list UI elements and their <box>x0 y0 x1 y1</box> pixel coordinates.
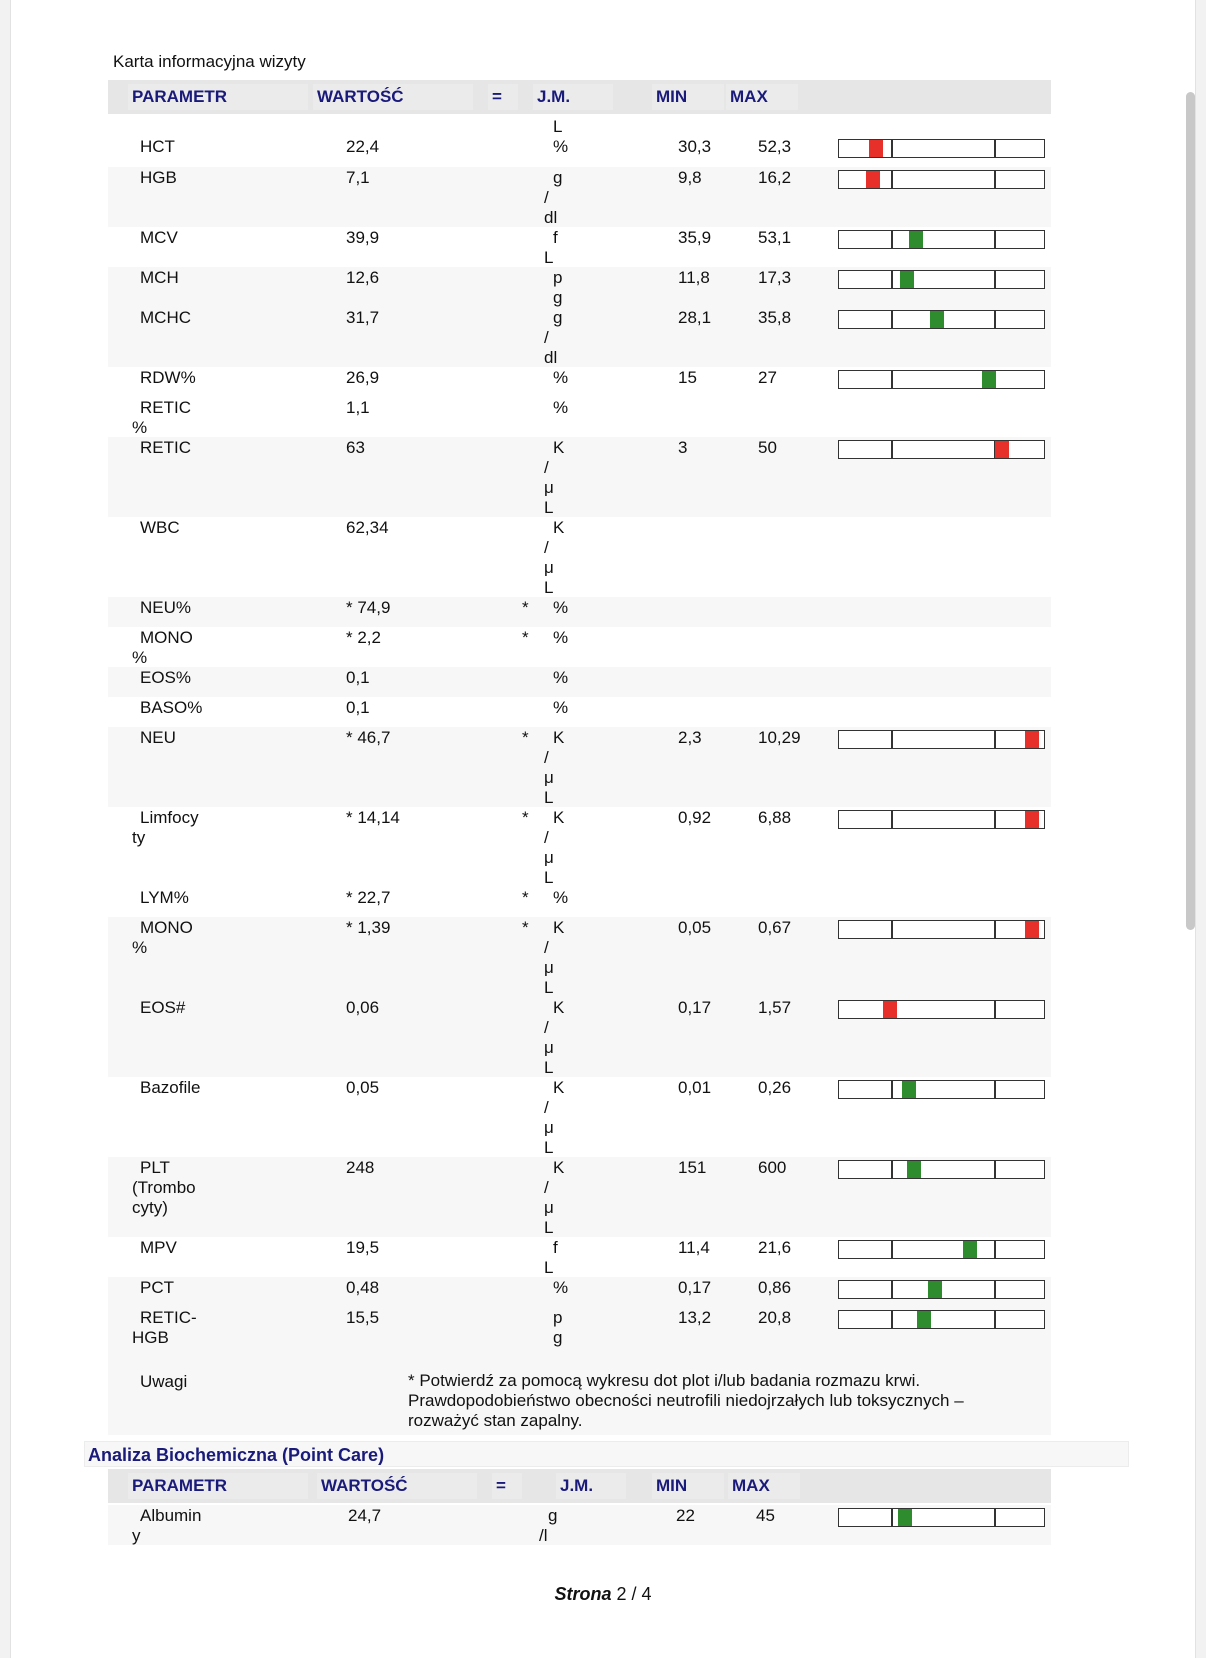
range-bar <box>838 1160 1045 1179</box>
param-name: RDW% <box>140 368 196 387</box>
range-divider-low <box>891 731 893 748</box>
min-value: 30,3 <box>678 137 712 156</box>
table-row <box>108 887 1051 917</box>
unit <box>544 438 583 518</box>
max-value: 0,86 <box>758 1278 792 1297</box>
unit-part: % <box>553 398 569 417</box>
table-row <box>108 367 1051 397</box>
unit-part: μ <box>544 558 554 577</box>
unit-part: L <box>544 248 554 267</box>
max-value: 600 <box>758 1158 787 1177</box>
header-min: MIN <box>652 84 724 110</box>
param-value: * 2,2 <box>346 628 381 647</box>
header2-max: MAX <box>728 1473 800 1499</box>
min-value: 11,4 <box>678 1238 710 1257</box>
param-name: Albumin y <box>132 1506 202 1545</box>
param-name: MONO % <box>132 628 193 667</box>
table-row <box>108 1237 1051 1277</box>
min-value: 15 <box>678 368 697 387</box>
param-name: RETIC <box>140 438 191 457</box>
unit-part: L <box>544 498 554 517</box>
unit <box>553 137 583 157</box>
table-row <box>108 397 1051 437</box>
param-name: Bazofile <box>140 1078 201 1097</box>
in-range-marker <box>982 371 996 388</box>
header2-unit: J.M. <box>556 1473 626 1499</box>
unit-part: % <box>553 137 569 156</box>
out-of-range-marker <box>866 171 880 188</box>
range-divider-high <box>994 1241 996 1258</box>
in-range-marker <box>898 1509 912 1526</box>
unit-part: p <box>553 268 563 287</box>
table-row <box>108 1277 1051 1307</box>
unit-part: μ <box>544 1118 554 1137</box>
min-value: 22 <box>676 1506 695 1525</box>
range-divider-low <box>891 171 893 188</box>
unit-part: K <box>553 918 565 937</box>
param-name: MPV <box>140 1238 177 1257</box>
unit-part: / <box>544 458 549 477</box>
unit-part: / <box>544 328 549 347</box>
table-row <box>108 136 1051 166</box>
header-max: MAX <box>726 84 798 110</box>
in-range-marker <box>917 1311 931 1328</box>
notes-text: * Potwierdź za pomocą wykresu dot plot i/lub badania rozmazu krwi. Prawdopodobieństwo obecności neutrofili niedojrzałych lub toksycznych – rozważyć stan zapalny. <box>408 1371 964 1430</box>
range-divider-high <box>994 171 996 188</box>
document-title: Karta informacyjna wizyty <box>113 52 306 71</box>
unit-part: g <box>553 308 563 327</box>
unit <box>553 628 583 648</box>
max-value: 6,88 <box>758 808 792 827</box>
param-name: HGB <box>140 168 177 187</box>
param-value: 24,7 <box>348 1506 382 1525</box>
table-row <box>108 1505 1051 1545</box>
range-bar <box>838 1280 1045 1299</box>
param-value: * 74,9 <box>346 598 391 617</box>
table-row <box>108 1157 1051 1237</box>
param-value: * 46,7 <box>346 728 391 747</box>
in-range-marker <box>930 311 944 328</box>
header-flag: = <box>488 84 518 110</box>
range-bar <box>838 1310 1045 1329</box>
unit-part: L <box>544 978 554 997</box>
unit-part: L <box>544 578 554 597</box>
unit-part: g <box>553 168 563 187</box>
table-row <box>108 437 1051 517</box>
range-divider-low <box>891 1311 893 1328</box>
unit <box>553 698 583 718</box>
range-bar <box>838 1508 1045 1527</box>
param-value: 63 <box>346 438 365 457</box>
param-name: WBC <box>140 518 180 537</box>
range-divider-high <box>994 311 996 328</box>
range-divider-high <box>994 1509 996 1526</box>
max-value: 16,2 <box>758 168 792 187</box>
param-value: 62,34 <box>346 518 389 537</box>
param-name: MCHC <box>140 308 191 327</box>
unit <box>544 1158 583 1238</box>
param-name: MCH <box>140 268 179 287</box>
in-range-marker <box>963 1241 977 1258</box>
unit <box>553 598 583 618</box>
unit-part: % <box>553 668 569 687</box>
range-bar <box>838 810 1045 829</box>
unit-part: μ <box>544 1038 554 1057</box>
unit-part: / <box>544 1098 549 1117</box>
range-bar <box>838 370 1045 389</box>
unit <box>544 308 583 368</box>
min-value: 2,3 <box>678 728 702 747</box>
param-value: * 1,39 <box>346 918 391 937</box>
range-divider-low <box>891 231 893 248</box>
param-name: MONO % <box>132 918 193 957</box>
header-unit: J.M. <box>533 84 613 110</box>
max-value: 0,67 <box>758 918 792 937</box>
unit-part: /l <box>539 1526 548 1545</box>
unit-part: % <box>553 1278 569 1297</box>
range-divider-low <box>891 1509 893 1526</box>
param-name: PLT (Trombo cyty) <box>132 1158 196 1217</box>
param-name: MCV <box>140 228 178 247</box>
min-value: 11,8 <box>678 268 710 287</box>
header2-min: MIN <box>652 1473 724 1499</box>
param-name: HCT <box>140 137 175 156</box>
unit-part: / <box>544 188 549 207</box>
range-divider-low <box>891 441 893 458</box>
table-row <box>108 267 1051 307</box>
range-divider-low <box>891 311 893 328</box>
vertical-scrollbar[interactable] <box>1186 92 1195 930</box>
out-of-range-marker <box>1025 811 1039 828</box>
unit-part: dl <box>544 348 558 367</box>
unit <box>544 918 583 998</box>
range-divider-high <box>994 140 996 157</box>
range-divider-high <box>994 731 996 748</box>
unit-part: / <box>544 1178 549 1197</box>
max-value: 35,8 <box>758 308 792 327</box>
min-value: 151 <box>678 1158 707 1177</box>
range-divider-high <box>994 231 996 248</box>
unit <box>544 1078 583 1158</box>
unit-part: μ <box>544 768 554 787</box>
param-name: NEU% <box>140 598 192 617</box>
min-value: 9,8 <box>678 168 702 187</box>
table-row <box>108 997 1051 1077</box>
range-divider-high <box>994 1001 996 1018</box>
param-value: 26,9 <box>346 368 380 387</box>
max-value: 1,57 <box>758 998 792 1017</box>
param-value: 1,1 <box>346 398 370 417</box>
max-value: 50 <box>758 438 777 457</box>
min-value: 0,92 <box>678 808 712 827</box>
param-value: 39,9 <box>346 228 380 247</box>
unit-part: g <box>553 1328 563 1347</box>
param-name: EOS% <box>140 668 192 687</box>
unit-part: % <box>553 368 569 387</box>
section-title-biochemistry: Analiza Biochemiczna (Point Care) <box>84 1441 1129 1467</box>
table-row <box>108 167 1051 227</box>
table-row <box>108 727 1051 807</box>
out-of-range-marker <box>995 441 1009 458</box>
param-name: RETIC- HGB <box>132 1308 197 1347</box>
unit-part: K <box>553 998 565 1017</box>
range-divider-low <box>891 1161 893 1178</box>
unit-part: / <box>544 828 549 847</box>
param-value: 19,5 <box>346 1238 380 1257</box>
flag-marker: * <box>522 628 529 647</box>
param-value: 7,1 <box>346 168 370 187</box>
min-value: 13,2 <box>678 1308 712 1327</box>
unit-part: / <box>544 538 549 557</box>
unit <box>553 888 583 908</box>
unit-part: K <box>553 808 565 827</box>
param-value: 0,1 <box>346 698 370 717</box>
unit-part: g <box>553 288 563 307</box>
min-value: 0,17 <box>678 998 712 1017</box>
unit-part: K <box>553 518 565 537</box>
range-bar <box>838 1000 1045 1019</box>
unit-part: μ <box>544 1198 554 1217</box>
header2-flag: = <box>492 1473 522 1499</box>
max-value: 20,8 <box>758 1308 792 1327</box>
unit-part: L <box>544 1058 554 1077</box>
param-name: BASO% <box>140 698 203 717</box>
out-of-range-marker <box>1025 731 1039 748</box>
out-of-range-marker <box>883 1001 897 1018</box>
unit-part: L <box>544 1258 554 1277</box>
unit <box>553 668 583 688</box>
header-param: PARAMETR <box>128 84 308 110</box>
flag-marker: * <box>522 598 529 617</box>
param-name: PCT <box>140 1278 174 1297</box>
unit <box>544 228 583 268</box>
table-row <box>108 667 1051 697</box>
unit-part: % <box>553 698 569 717</box>
param-value: 248 <box>346 1158 375 1177</box>
range-divider-high <box>994 1311 996 1328</box>
table2-header <box>108 1469 1051 1503</box>
unit-part: p <box>553 1308 563 1327</box>
flag-marker: * <box>522 808 529 827</box>
max-value: 45 <box>756 1506 775 1525</box>
table-row <box>108 517 1051 597</box>
range-divider-low <box>891 1081 893 1098</box>
range-bar <box>838 440 1045 459</box>
table-row <box>108 307 1051 367</box>
range-bar <box>838 920 1045 939</box>
notes-row <box>108 1371 1051 1435</box>
range-divider-low <box>891 271 893 288</box>
unit-part: L <box>544 868 554 887</box>
range-bar <box>838 230 1045 249</box>
range-divider-low <box>891 1241 893 1258</box>
min-value: 0,05 <box>678 918 712 937</box>
table-row <box>108 807 1051 887</box>
unit <box>544 168 583 228</box>
param-value: 0,05 <box>346 1078 380 1097</box>
unit-part: dl <box>544 208 558 227</box>
range-bar <box>838 730 1045 749</box>
unit-part: L <box>544 1138 554 1157</box>
range-bar <box>838 1080 1045 1099</box>
unit <box>553 1308 583 1348</box>
unit-part: / <box>544 1018 549 1037</box>
range-bar <box>838 1240 1045 1259</box>
range-bar <box>838 310 1045 329</box>
range-divider-low <box>891 371 893 388</box>
param-value: 12,6 <box>346 268 380 287</box>
unit <box>553 268 583 308</box>
max-value: 27 <box>758 368 777 387</box>
table-row <box>108 627 1051 667</box>
unit-part: % <box>553 598 569 617</box>
in-range-marker <box>900 271 914 288</box>
max-value: 0,26 <box>758 1078 792 1097</box>
unit-part: % <box>553 888 569 907</box>
min-value: 28,1 <box>678 308 712 327</box>
table-row <box>108 917 1051 997</box>
in-range-marker <box>902 1081 916 1098</box>
in-range-marker <box>909 231 923 248</box>
param-name: LYM% <box>140 888 189 907</box>
table-row <box>108 1077 1051 1157</box>
unit-part: / <box>544 938 549 957</box>
unit <box>544 998 583 1078</box>
range-divider-low <box>891 1281 893 1298</box>
stray-unit-row <box>108 116 1051 136</box>
range-divider-high <box>994 271 996 288</box>
flag-marker: * <box>522 728 529 747</box>
range-bar <box>838 170 1045 189</box>
in-range-marker <box>907 1161 921 1178</box>
header2-param: PARAMETR <box>128 1473 308 1499</box>
unit-part: μ <box>544 478 554 497</box>
unit-part: K <box>553 1158 565 1177</box>
min-value: 0,01 <box>678 1078 712 1097</box>
param-value: 0,1 <box>346 668 370 687</box>
max-value: 21,6 <box>758 1238 792 1257</box>
footer-page: 2 <box>616 1584 627 1604</box>
unit <box>539 1506 578 1546</box>
flag-marker: * <box>522 918 529 937</box>
range-divider-low <box>891 140 893 157</box>
min-value: 3 <box>678 438 688 457</box>
unit <box>553 1278 583 1298</box>
param-value: 31,7 <box>346 308 380 327</box>
min-value: 0,17 <box>678 1278 712 1297</box>
unit-part: f <box>553 1238 558 1257</box>
table-row <box>108 597 1051 627</box>
header-value: WARTOŚĆ <box>313 84 473 110</box>
unit-part: % <box>553 628 569 647</box>
range-divider-high <box>994 1281 996 1298</box>
footer-total: / 4 <box>631 1584 652 1604</box>
unit-part: L <box>544 1218 554 1237</box>
unit-part: K <box>553 438 565 457</box>
max-value: 10,29 <box>758 728 801 747</box>
max-value: 17,3 <box>758 268 792 287</box>
param-name: EOS# <box>140 998 186 1017</box>
header2-value: WARTOŚĆ <box>317 1473 477 1499</box>
table-row <box>108 1307 1051 1371</box>
range-bar <box>838 270 1045 289</box>
in-range-marker <box>928 1281 942 1298</box>
table-header <box>108 80 1051 114</box>
unit <box>544 1238 583 1278</box>
range-divider-high <box>994 1161 996 1178</box>
unit <box>553 398 583 418</box>
range-divider-low <box>891 811 893 828</box>
page-footer <box>0 1584 1206 1605</box>
stray-unit: L <box>553 117 563 136</box>
param-value: 0,06 <box>346 998 380 1017</box>
param-name: NEU <box>140 728 176 747</box>
max-value: 52,3 <box>758 137 792 156</box>
notes-label: Uwagi <box>140 1372 188 1391</box>
param-value: 22,4 <box>346 137 380 156</box>
param-value: * 14,14 <box>346 808 400 827</box>
unit-part: μ <box>544 848 554 867</box>
unit <box>544 518 583 598</box>
table-row <box>108 697 1051 727</box>
unit-part: K <box>553 728 565 747</box>
param-value: 15,5 <box>346 1308 380 1327</box>
unit-part: K <box>553 1078 565 1097</box>
range-divider-low <box>891 921 893 938</box>
unit <box>544 808 583 888</box>
table-row <box>108 227 1051 267</box>
param-value: 0,48 <box>346 1278 380 1297</box>
out-of-range-marker <box>1025 921 1039 938</box>
param-value: * 22,7 <box>346 888 391 907</box>
unit <box>544 728 583 808</box>
min-value: 35,9 <box>678 228 712 247</box>
unit-part: L <box>544 788 554 807</box>
unit <box>553 368 583 388</box>
out-of-range-marker <box>869 140 883 157</box>
unit-part: μ <box>544 958 554 977</box>
range-bar <box>838 139 1045 158</box>
range-divider-high <box>994 921 996 938</box>
range-divider-high <box>994 1081 996 1098</box>
range-divider-high <box>994 811 996 828</box>
footer-label: Strona <box>554 1584 612 1604</box>
max-value: 53,1 <box>758 228 792 247</box>
param-name: RETIC % <box>132 398 191 437</box>
flag-marker: * <box>522 888 529 907</box>
unit-part: f <box>553 228 558 247</box>
param-name: Limfocy ty <box>132 808 199 847</box>
unit-part: / <box>544 748 549 767</box>
unit-part: g <box>548 1506 558 1525</box>
